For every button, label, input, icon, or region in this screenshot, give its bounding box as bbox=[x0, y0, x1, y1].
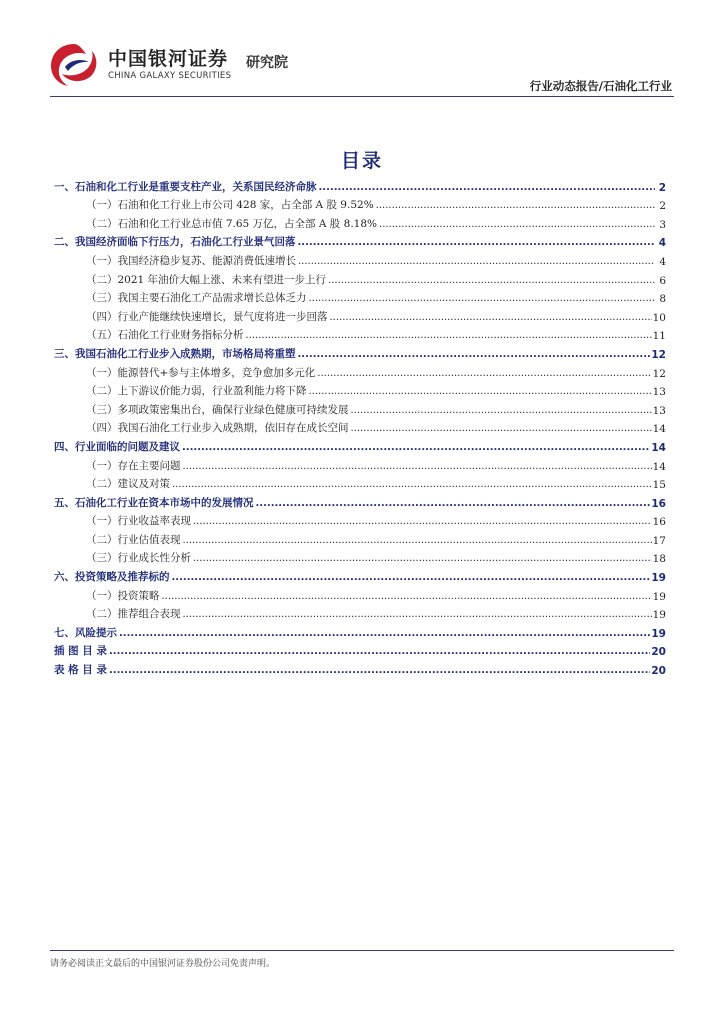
toc-entry-title: （四）我国石油化工行业步入成熟期，依旧存在成长空间 bbox=[86, 422, 349, 435]
toc-entry-title: （三）多项政策密集出台，确保行业绿色健康可持续发展 bbox=[86, 403, 349, 416]
toc-section-link[interactable] bbox=[54, 324, 666, 343]
toc-page-number: 13 bbox=[652, 386, 666, 399]
toc-page-number: 2 bbox=[659, 200, 666, 213]
toc-leader-dots bbox=[109, 664, 650, 675]
toc-entry-title: （一）我国经济稳步复苏、能源消费低速增长 bbox=[86, 254, 296, 267]
toc-section-link[interactable] bbox=[54, 528, 666, 547]
toc-section-link[interactable] bbox=[54, 510, 666, 529]
toc-entry-title: （二）上下游议价能力弱，行业盈利能力将下降 bbox=[86, 385, 307, 398]
toc-leader-dots bbox=[328, 274, 655, 285]
toc-chapter-link[interactable] bbox=[54, 640, 666, 659]
toc-page-number: 6 bbox=[659, 274, 666, 287]
toc-page-number: 20 bbox=[651, 665, 666, 678]
toc-leader-dots bbox=[298, 348, 651, 359]
toc-page-number: 4 bbox=[659, 255, 666, 268]
toc-page-number: 8 bbox=[659, 293, 666, 306]
toc-section-link[interactable] bbox=[54, 454, 666, 473]
toc-section-link[interactable] bbox=[54, 305, 666, 324]
table-of-contents bbox=[54, 175, 666, 677]
toc-entry-title: 六、投资策略及推荐标的 bbox=[54, 571, 170, 584]
toc-leader-dots bbox=[309, 292, 656, 303]
toc-leader-dots bbox=[351, 422, 652, 433]
toc-section-link[interactable] bbox=[54, 287, 666, 306]
toc-entry-title: （二）行业估值表现 bbox=[86, 533, 181, 546]
toc-page-number: 19 bbox=[652, 609, 666, 622]
toc-page-number: 11 bbox=[652, 330, 666, 343]
toc-leader-dots bbox=[376, 199, 655, 210]
toc-leader-dots bbox=[183, 534, 652, 545]
toc-entry-title: （三）行业成长性分析 bbox=[86, 552, 191, 565]
toc-entry-title: （一）行业收益率表现 bbox=[86, 515, 191, 528]
toc-page-number: 19 bbox=[651, 627, 666, 640]
toc-page-number: 12 bbox=[651, 348, 666, 361]
toc-entry-title: （二）石油和化工行业总市值 7.65 万亿，占全部 A 股 8.18% bbox=[86, 217, 378, 230]
toc-page-number: 3 bbox=[659, 218, 666, 231]
toc-section-link[interactable] bbox=[54, 212, 666, 231]
toc-entry-title: （一）存在主要问题 bbox=[86, 459, 181, 472]
toc-entry-title: 插 图 目 录 bbox=[54, 645, 107, 658]
toc-page-number: 16 bbox=[652, 516, 666, 529]
toc-entry-title: （四）行业产能继续快速增长，景气度将进一步回落 bbox=[86, 310, 328, 323]
toc-chapter-link[interactable] bbox=[54, 565, 666, 584]
logo-chinese-name: 中国银河证券 bbox=[108, 48, 229, 70]
toc-chapter-link[interactable] bbox=[54, 435, 666, 454]
toc-page-number: 10 bbox=[652, 311, 666, 324]
report-category: 行业动态报告/石油化工行业 bbox=[529, 79, 672, 93]
toc-page-number: 12 bbox=[652, 367, 666, 380]
toc-page-number: 17 bbox=[652, 534, 666, 547]
toc-leader-dots bbox=[317, 367, 651, 378]
toc-entry-title: 二、我国经济面临下行压力，石油化工行业景气回落 bbox=[54, 236, 296, 249]
toc-section-link[interactable] bbox=[54, 547, 666, 566]
toc-leader-dots bbox=[172, 478, 652, 489]
toc-page-number: 14 bbox=[652, 460, 666, 473]
toc-section-link[interactable] bbox=[54, 380, 666, 399]
toc-section-link[interactable] bbox=[54, 249, 666, 268]
toc-section-link[interactable] bbox=[54, 361, 666, 380]
logo-english-name: CHINA GALAXY SECURITIES bbox=[108, 71, 232, 81]
toc-page-number: 19 bbox=[651, 572, 666, 585]
toc-page-number: 14 bbox=[652, 423, 666, 436]
toc-page-number: 2 bbox=[658, 181, 666, 194]
toc-page-number: 19 bbox=[652, 590, 666, 603]
toc-entry-title: 五、石油化工行业在资本市场中的发展情况 bbox=[54, 496, 254, 509]
toc-leader-dots bbox=[172, 571, 651, 582]
toc-entry-title: 七、风险提示 bbox=[54, 626, 117, 639]
toc-leader-dots bbox=[319, 181, 656, 192]
footer-divider bbox=[50, 950, 674, 951]
toc-leader-dots bbox=[298, 236, 656, 247]
toc-section-link[interactable] bbox=[54, 603, 666, 622]
toc-section-link[interactable] bbox=[54, 194, 666, 213]
toc-page-number: 13 bbox=[652, 404, 666, 417]
toc-entry-title: （二）建议及对策 bbox=[86, 478, 170, 491]
toc-section-link[interactable] bbox=[54, 268, 666, 287]
toc-chapter-link[interactable] bbox=[54, 658, 666, 677]
toc-entry-title: （二）推荐组合表现 bbox=[86, 608, 181, 621]
toc-leader-dots bbox=[109, 645, 650, 656]
toc-chapter-link[interactable] bbox=[54, 175, 666, 194]
toc-entry-title: 表 格 目 录 bbox=[54, 664, 107, 677]
toc-section-link[interactable] bbox=[54, 473, 666, 492]
toc-section-link[interactable] bbox=[54, 398, 666, 417]
toc-chapter-link[interactable] bbox=[54, 491, 666, 510]
toc-title: 目录 bbox=[340, 150, 383, 172]
toc-leader-dots bbox=[256, 497, 651, 508]
toc-chapter-link[interactable] bbox=[54, 621, 666, 640]
toc-leader-dots bbox=[183, 460, 652, 471]
toc-leader-dots bbox=[119, 627, 650, 638]
toc-page-number: 4 bbox=[658, 237, 666, 250]
toc-section-link[interactable] bbox=[54, 417, 666, 436]
toc-page-number: 16 bbox=[651, 497, 666, 510]
toc-section-link[interactable] bbox=[54, 584, 666, 603]
toc-leader-dots bbox=[298, 255, 655, 266]
header-divider bbox=[50, 96, 674, 97]
toc-entry-title: （二）2021 年油价大幅上涨、未来有望进一步上行 bbox=[86, 273, 327, 286]
toc-entry-title: 一、石油和化工行业是重要支柱产业，关系国民经济命脉 bbox=[54, 180, 317, 193]
toc-leader-dots bbox=[193, 515, 652, 526]
toc-entry-title: （一）投资策略 bbox=[86, 589, 160, 602]
toc-entry-title: （一）石油和化工行业上市公司 428 家，占全部 A 股 9.52% bbox=[86, 199, 374, 212]
toc-leader-dots bbox=[162, 590, 652, 601]
toc-chapter-link[interactable] bbox=[54, 231, 666, 250]
toc-entry-title: （一）能源替代+参与主体增多，竞争愈加多元化 bbox=[86, 366, 316, 379]
toc-leader-dots bbox=[351, 404, 652, 415]
toc-leader-dots bbox=[246, 329, 652, 340]
toc-leader-dots bbox=[183, 608, 652, 619]
galaxy-logo-icon bbox=[48, 40, 100, 90]
toc-page-number: 18 bbox=[652, 553, 666, 566]
toc-page-number: 20 bbox=[651, 646, 666, 659]
toc-entry-title: 三、我国石油化工行业步入成熟期，市场格局将重塑 bbox=[54, 347, 296, 360]
toc-chapter-link[interactable] bbox=[54, 342, 666, 361]
toc-leader-dots bbox=[330, 311, 652, 322]
toc-leader-dots bbox=[309, 385, 652, 396]
toc-page-number: 15 bbox=[652, 479, 666, 492]
company-logo bbox=[48, 40, 308, 92]
footer-disclaimer: 请务必阅读正文最后的中国银河证券股份公司免责声明。 bbox=[50, 959, 276, 969]
toc-page-number: 14 bbox=[651, 441, 666, 454]
toc-leader-dots bbox=[193, 552, 652, 563]
toc-leader-dots bbox=[379, 218, 655, 229]
toc-entry-title: （三）我国主要石油化工产品需求增长总体乏力 bbox=[86, 292, 307, 305]
toc-leader-dots bbox=[182, 441, 650, 452]
logo-institute: 研究院 bbox=[246, 55, 288, 71]
toc-entry-title: （五）石油化工行业财务指标分析 bbox=[86, 329, 244, 342]
toc-entry-title: 四、行业面临的问题及建议 bbox=[54, 440, 180, 453]
